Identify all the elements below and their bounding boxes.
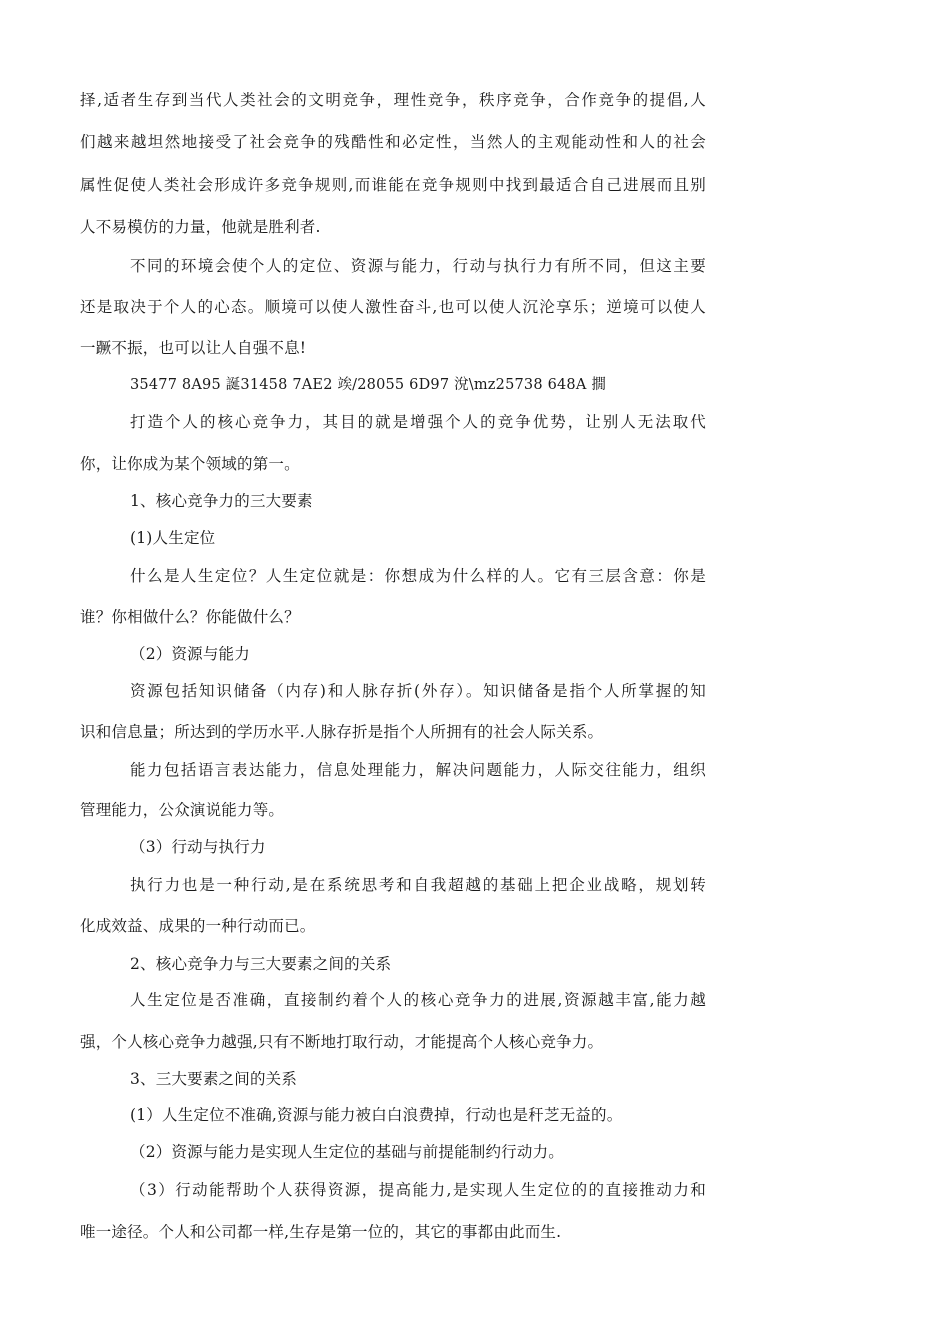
paragraph-line: 打造个人的核心竞争力，其目的就是增强个人的竞争优势，让别人无法取代: [130, 413, 706, 431]
paragraph-line: 资源包括知识储备（内存)和人脉存折(外存）。知识储备是指个人所掌握的知: [130, 682, 706, 700]
paragraph-line: 你，让你成为某个领域的第一。: [80, 455, 300, 473]
subsection-heading: （3）行动与执行力: [130, 838, 266, 856]
paragraph-line: 能力包括语言表达能力，信息处理能力，解决问题能力，人际交往能力，组织: [130, 761, 706, 779]
section-heading: 2、核心竞争力与三大要素之间的关系: [130, 955, 392, 973]
paragraph-line: 择,适者生存到当代人类社会的文明竞争，理性竞争，秩序竞争，合作竞争的提倡,人: [80, 91, 706, 109]
section-heading: 3、三大要素之间的关系: [130, 1070, 298, 1088]
paragraph-line: 化成效益、成果的一种行动而已。: [80, 917, 316, 935]
paragraph-line: 什么是人生定位？人生定位就是：你想成为什么样的人。它有三层含意：你是: [130, 567, 706, 585]
paragraph-line: 属性促使人类社会形成许多竞争规则,而谁能在竞争规则中找到最适合自己进展而且别: [80, 176, 706, 194]
paragraph-line: 一蹶不振，也可以让人自强不息!: [80, 339, 307, 357]
paragraph-line: 执行力也是一种行动,是在系统思考和自我超越的基础上把企业战略，规划转: [130, 876, 706, 894]
paragraph-line: 不同的环境会使个人的定位、资源与能力，行动与执行力有所不同，但这主要: [130, 257, 706, 275]
encoded-text-line: 35477 8A95 誕31458 7AE2 竢/28055 6D97 涗\mz25738 648A 撊: [130, 377, 607, 393]
paragraph-line: 识和信息量；所达到的学历水平.人脉存折是指个人所拥有的社会人际关系。: [80, 723, 604, 741]
paragraph-line: 管理能力，公众演说能力等。: [80, 801, 285, 819]
paragraph-line: 强，个人核心竞争力越强,只有不断地打取行动，才能提高个人核心竞争力。: [80, 1033, 604, 1051]
list-item: （2）资源与能力是实现人生定位的基础与前提能制约行动力。: [130, 1143, 564, 1161]
paragraph-line: 唯一途径。个人和公司都一样,生存是第一位的，其它的事都由此而生.: [80, 1223, 562, 1241]
subsection-heading: （2）资源与能力: [130, 645, 250, 663]
paragraph-line: 们越来越坦然地接受了社会竞争的残酷性和必定性，当然人的主观能动性和人的社会: [80, 133, 706, 151]
paragraph-line: 还是取决于个人的心态。顺境可以使人激性奋斗,也可以使人沉沦享乐；逆境可以使人: [80, 298, 706, 316]
section-heading: 1、核心竞争力的三大要素: [130, 492, 313, 510]
paragraph-line: 谁？你相做什么？你能做什么？: [80, 608, 300, 626]
list-item: （3）行动能帮助个人获得资源，提高能力,是实现人生定位的的直接推动力和: [130, 1181, 706, 1199]
list-item: (1）人生定位不准确,资源与能力被白白浪费掉，行动也是秆芝无益的。: [130, 1106, 623, 1124]
paragraph-line: 人生定位是否准确，直接制约着个人的核心竞争力的进展,资源越丰富,能力越: [130, 991, 706, 1009]
subsection-heading: (1)人生定位: [130, 529, 216, 547]
paragraph-line: 人不易模仿的力量，他就是胜利者.: [80, 218, 321, 236]
